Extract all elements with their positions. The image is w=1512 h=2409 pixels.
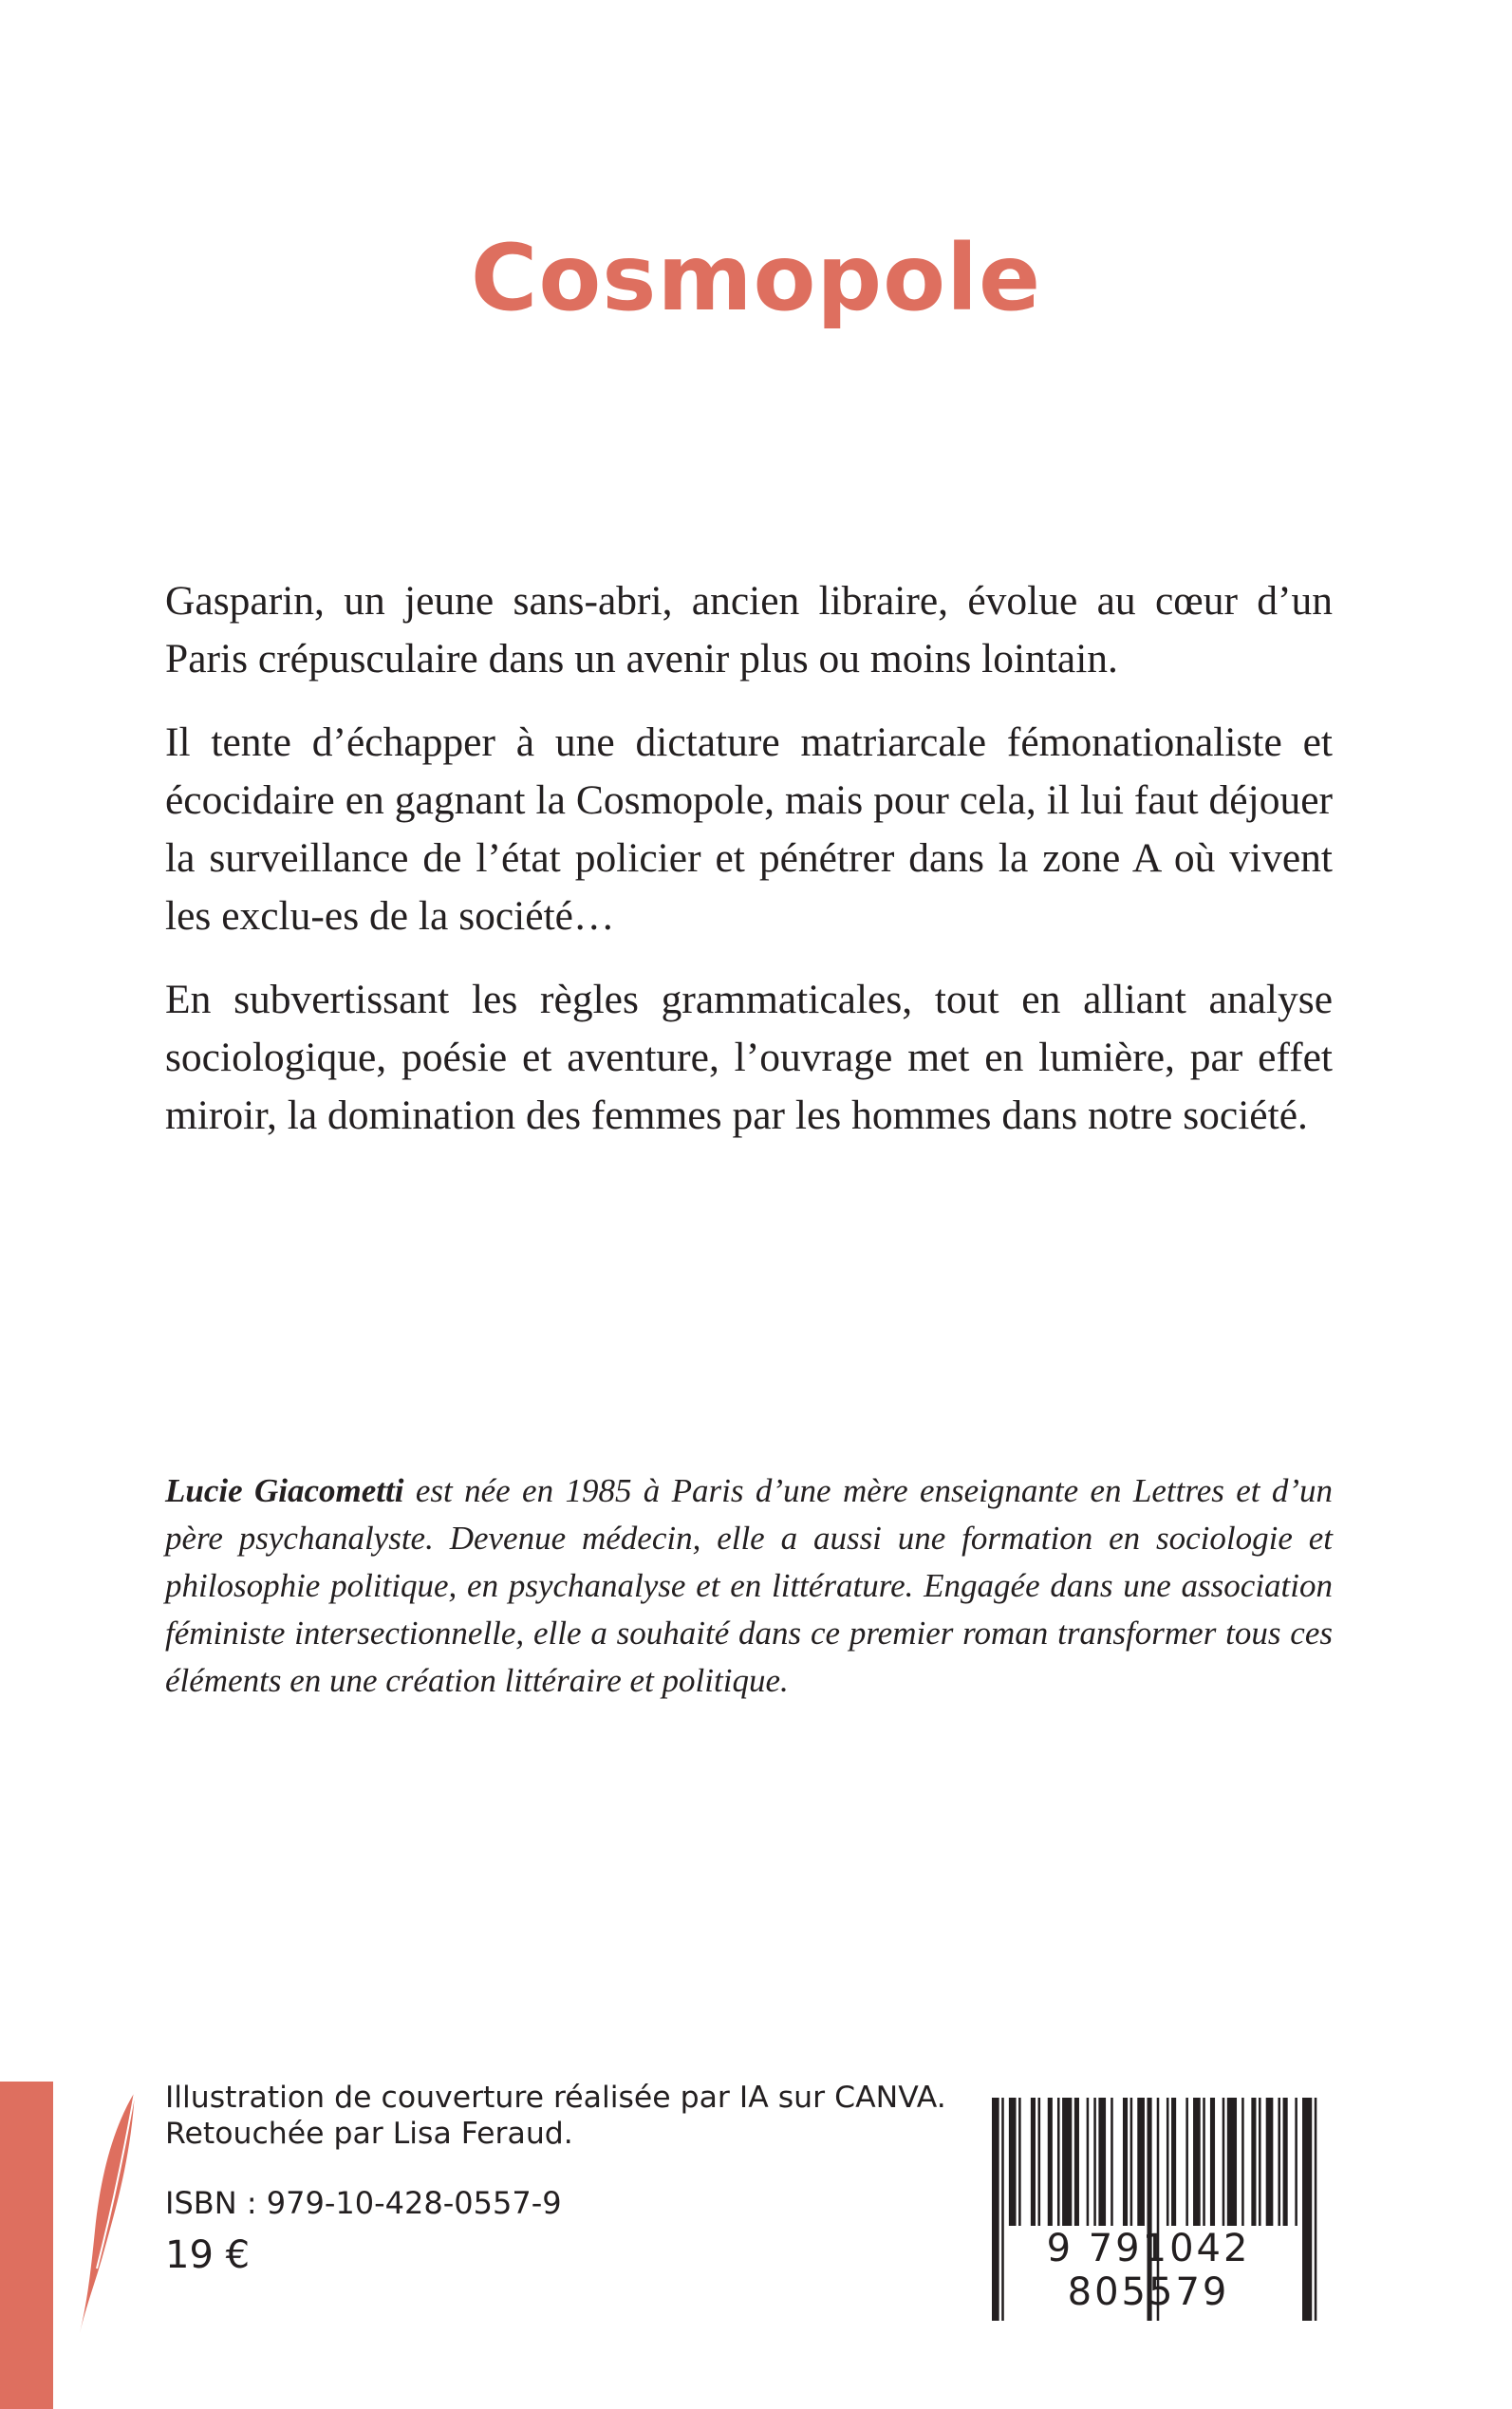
isbn-label: ISBN : 979-10-428-0557-9 xyxy=(165,2185,562,2221)
barcode-bar xyxy=(1137,2098,1145,2226)
barcode-digits: 9 791042 805579 xyxy=(1046,2227,1251,2314)
barcode-bar xyxy=(1111,2098,1113,2226)
barcode-bar xyxy=(1038,2098,1041,2226)
price-label: 19 € xyxy=(165,2233,251,2277)
barcode-bar xyxy=(1123,2098,1128,2226)
barcode-bar xyxy=(1283,2098,1288,2226)
barcode-bar xyxy=(1031,2098,1036,2226)
barcode-bar xyxy=(1203,2098,1205,2226)
blurb-paragraph-3: En subvertissant les règles grammaticales, tout en alliant analyse sociologique, poésie et aventure, l’ouvrage met en lumière, par effet miroir, la domination des femmes par les hommes dans notre société. xyxy=(165,977,1333,1138)
barcode-bar xyxy=(1167,2098,1169,2226)
barcode-bar xyxy=(1278,2098,1280,2226)
barcode-bar xyxy=(1009,2098,1017,2226)
barcode-bar xyxy=(1227,2098,1237,2226)
credits-line-2: Retouchée par Lisa Feraud. xyxy=(165,2117,573,2151)
barcode-bar xyxy=(1193,2098,1201,2226)
barcode-bar xyxy=(1295,2098,1297,2226)
barcode-bar xyxy=(1062,2098,1072,2226)
barcode-bar xyxy=(1185,2098,1188,2226)
feather-icon xyxy=(76,2088,142,2335)
barcode-bar xyxy=(1074,2098,1079,2226)
credits-line-1: Illustration de couverture réalisée par IA sur CANVA. xyxy=(165,2081,946,2115)
barcode-bar xyxy=(1093,2098,1096,2226)
author-bio-text: est née en 1985 à Paris d’une mère enseignante en Lettres et d’un père psychanalyste. Devenue médecin, elle a aussi une formation en sociologie et philosophie politique, en psychanalyse et en littérature. Engagée dans une association féministe intersectionnelle, elle a souhaité dans ce premier roman transformer tous ces éléments en une création littéraire et politique. xyxy=(165,1472,1334,1699)
accent-side-bar xyxy=(0,2082,53,2409)
blurb-paragraph-1: Gasparin, un jeune sans-abri, ancien libraire, évolue au cœur d’un Paris crépusculaire dans un avenir plus ou moins lointain. xyxy=(165,578,1333,682)
barcode-bar xyxy=(1087,2098,1090,2226)
barcode-bar xyxy=(1223,2098,1225,2226)
author-name: Lucie Giacometti xyxy=(165,1472,404,1509)
author-bio xyxy=(165,1467,1333,1705)
back-cover-blurb xyxy=(165,572,1333,1170)
barcode-bar xyxy=(1259,2098,1261,2226)
barcode-bar xyxy=(1171,2098,1176,2226)
cover-credits xyxy=(165,2080,946,2152)
barcode-bar xyxy=(1057,2098,1060,2226)
barcode-bar xyxy=(1098,2098,1106,2226)
book-title: Cosmopole xyxy=(470,225,1042,331)
barcode-bar xyxy=(1266,2098,1274,2226)
barcode-bar xyxy=(1241,2098,1244,2226)
barcode-bar xyxy=(1130,2098,1133,2226)
blurb-paragraph-2: Il tente d’échapper à une dictature matriarcale fémonationaliste et écocidaire en gagnant la Cosmopole, mais pour cela, il lui faut déjouer la surveillance de l’état policier et pénétrer dans la zone A où vivent les exclu-es de la société… xyxy=(165,719,1333,939)
barcode-bar xyxy=(1210,2098,1215,2226)
barcode-bar xyxy=(1251,2098,1256,2226)
barcode-bar xyxy=(1048,2098,1053,2226)
barcode-bar xyxy=(1018,2098,1021,2226)
